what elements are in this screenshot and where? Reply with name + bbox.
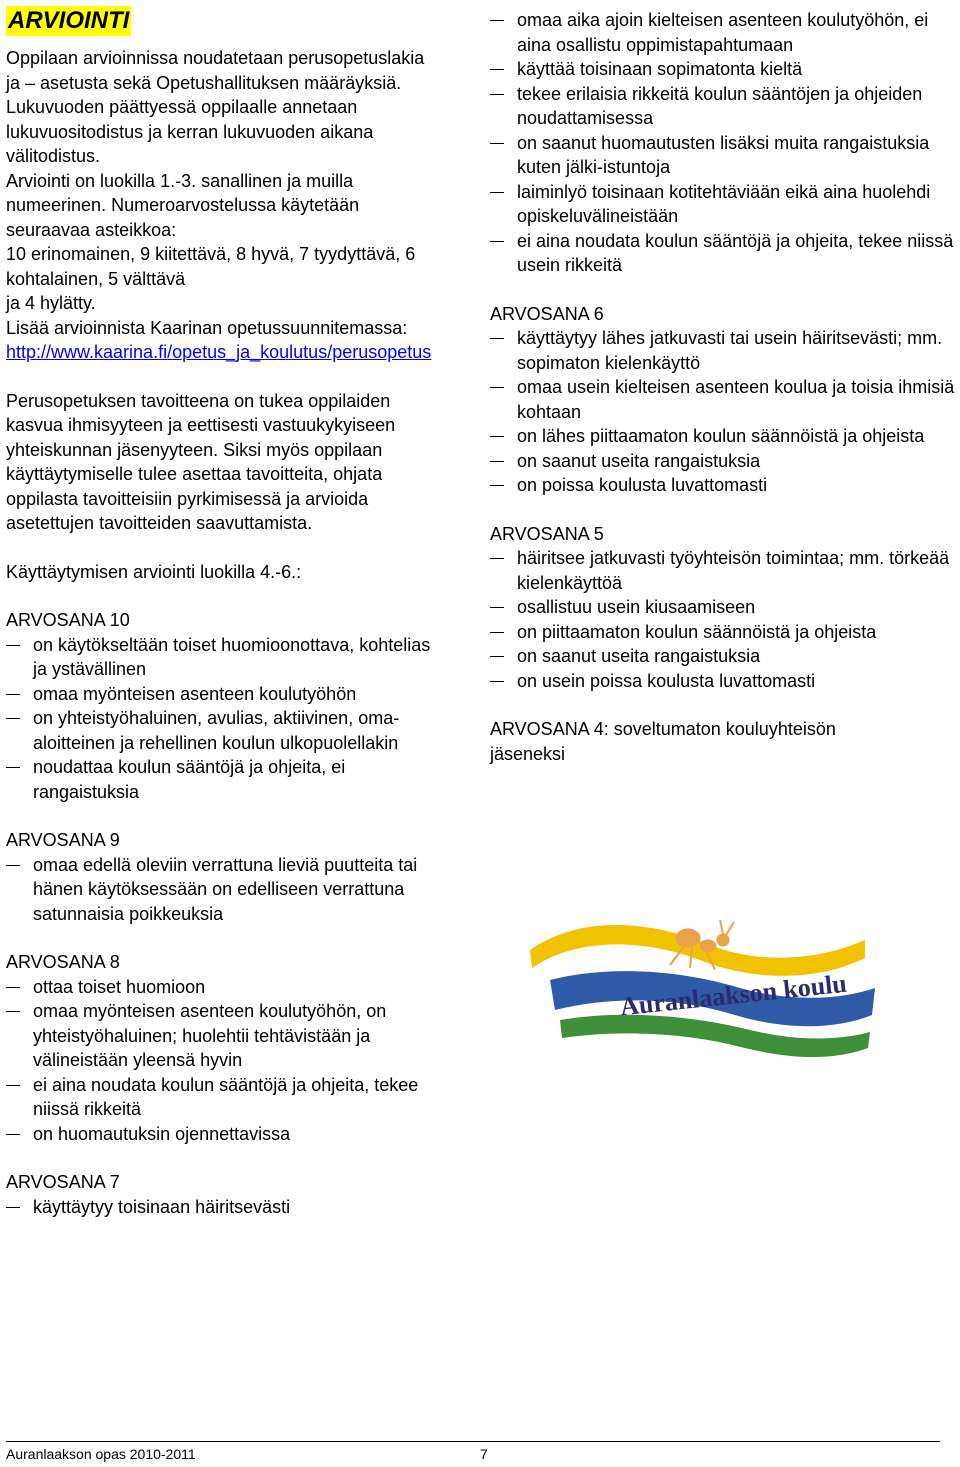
dash-bullet: [490, 607, 504, 608]
list-item: on käytökseltään toiset huomioonottava, kohtelias ja ystävällinen: [6, 633, 436, 682]
dash-bullet: [6, 865, 20, 866]
dash-bullet: [6, 1134, 20, 1135]
grade-heading: ARVOSANA 8: [6, 952, 120, 972]
list-item: omaa aika ajoin kielteisen asenteen koulutyöhön, ei aina osallistu oppimistapahtumaan: [490, 8, 960, 57]
list-item: on lähes piittaamaton koulun säännöistä ja ohjeista: [490, 424, 960, 449]
dash-bullet: [6, 1207, 20, 1208]
footer-divider: [6, 1441, 940, 1442]
dash-bullet: [490, 241, 504, 242]
behaviour-heading: Käyttäytymisen arviointi luokilla 4.-6.:: [6, 561, 302, 582]
dash-bullet: [490, 681, 504, 682]
list-item: ottaa toiset huomioon: [6, 975, 436, 1000]
grade-heading: ARVOSANA 6: [490, 303, 604, 324]
grade-heading-4: ARVOSANA 4: soveltumaton kouluyhteisön jäseneksi: [490, 719, 836, 764]
list-item: laiminlyö toisinaan kotitehtäviään eikä aina huolehdi opiskeluvälineistään: [490, 180, 960, 229]
dash-bullet: [6, 767, 20, 768]
list-item: ei aina noudata koulun sääntöjä ja ohjeita, tekee niissä rikkeitä: [6, 1073, 436, 1122]
dash-bullet: [490, 143, 504, 144]
list-item: noudattaa koulun sääntöjä ja ohjeita, ei rangaistuksia: [6, 755, 436, 804]
grade-section-6: [490, 302, 960, 498]
dash-bullet: [490, 387, 504, 388]
grade-section-7: [6, 1170, 436, 1219]
dash-bullet: [6, 987, 20, 988]
page-number: 7: [480, 1446, 488, 1462]
list-item: käyttää toisinaan sopimatonta kieltä: [490, 57, 960, 82]
list-item: tekee erilaisia rikkeitä koulun sääntöjen ja ohjeiden noudattamisessa: [490, 82, 960, 131]
grade-section-5: [490, 522, 960, 694]
grade-list-7-continued: [490, 8, 960, 278]
list-item: osallistuu usein kiusaamiseen: [490, 595, 960, 620]
logo-graphic: [520, 910, 880, 1080]
dash-bullet: [490, 656, 504, 657]
dash-bullet: [6, 1085, 20, 1086]
dash-bullet: [490, 436, 504, 437]
grade-heading: ARVOSANA 7: [6, 1172, 120, 1192]
grade-heading: ARVOSANA 5: [490, 523, 604, 544]
grade-heading: ARVOSANA 10: [6, 610, 130, 630]
intro-paragraph-more: Lisää arvioinnista Kaarinan opetussuunnitemassa:: [6, 317, 408, 338]
list-item: omaa usein kielteisen asenteen koulua ja toisia ihmisiä kohtaan: [490, 375, 960, 424]
list-item: on saanut useita rangaistuksia: [490, 449, 960, 474]
list-item: ei aina noudata koulun sääntöjä ja ohjeita, tekee niissä usein rikkeitä: [490, 229, 960, 278]
grade-list: [490, 326, 960, 498]
grade-list: [6, 1195, 436, 1220]
list-item: on saanut useita rangaistuksia: [490, 644, 960, 669]
grade-list: [6, 853, 436, 927]
grade-section-10: [6, 608, 436, 804]
list-item: omaa myönteisen asenteen koulutyöhön, on yhteistyöhaluinen; huolehtii tehtävistään ja välineistään yleensä hyvin: [6, 999, 436, 1073]
grade-list: [490, 546, 960, 693]
list-item: käyttäytyy toisinaan häiritsevästi: [6, 1195, 436, 1220]
dash-bullet: [6, 1011, 20, 1012]
list-item: on usein poissa koulusta luvattomasti: [490, 669, 960, 694]
school-logo: [520, 910, 880, 1080]
list-item: on huomautuksin ojennettavissa: [6, 1122, 436, 1147]
list-item: on saanut huomautusten lisäksi muita rangaistuksia kuten jälki-istuntoja: [490, 131, 960, 180]
intro-paragraph-1: Oppilaan arvioinnissa noudatetaan perusopetuslakia ja – asetusta sekä Opetushallituksen määräyksiä. Lukuvuoden päättyessä oppilaalle annetaan lukuvuositodistus ja kerran lukuvuoden aikana välitodistus.: [6, 48, 425, 166]
grade-list: [6, 975, 436, 1147]
dash-bullet: [490, 485, 504, 486]
dash-bullet: [490, 20, 504, 21]
goals-paragraph: Perusopetuksen tavoitteena on tukea oppilaiden kasvua ihmisyyteen ja eettisesti vastuukykyiseen yhteiskunnan jäsenyyteen. Siksi myös oppilaan käyttäytymiselle tulee asettaa tavoitteita, ohjata oppilasta tavoitteisiin pyrkimisessä ja arvioida asetettujen tavoitteiden saavuttamista.: [6, 390, 396, 533]
grade-heading: ARVOSANA 9: [6, 830, 120, 850]
intro-paragraph-2: Arviointi on luokilla 1.-3. sanallinen ja muilla numeerinen. Numeroarvostelussa käytetään seuraavaa asteikkoa:: [6, 170, 360, 240]
dash-bullet: [490, 338, 504, 339]
list-item: omaa edellä oleviin verrattuna lieviä puutteita tai hänen käytöksessään on edelliseen verrattuna satunnaisia poikkeuksia: [6, 853, 436, 927]
dash-bullet: [490, 69, 504, 70]
list-item: on yhteistyöhaluinen, avulias, aktiivinen, oma-aloitteinen ja rehellinen koulun ulkopuolellakin: [6, 706, 436, 755]
dash-bullet: [6, 694, 20, 695]
grade-section-8: [6, 950, 436, 1146]
curriculum-link[interactable]: http://www.kaarina.fi/opetus_ja_koulutus/perusopetus: [6, 342, 432, 362]
list-item: häiritsee jatkuvasti työyhteisön toimintaa; mm. törkeää kielenkäyttöä: [490, 546, 960, 595]
dash-bullet: [6, 718, 20, 719]
list-item: on piittaamaton koulun säännöistä ja ohjeista: [490, 620, 960, 645]
grading-scale-end: ja 4 hylätty.: [6, 293, 96, 313]
page-title: ARVIOINTI: [8, 7, 130, 34]
grading-scale: 10 erinomainen, 9 kiitettävä, 8 hyvä, 7 tyydyttävä, 6 kohtalainen, 5 välttävä: [6, 244, 416, 289]
logo-text: Auranlaakson koulu: [618, 968, 849, 1022]
dash-bullet: [490, 558, 504, 559]
dash-bullet: [6, 645, 20, 646]
list-item: on poissa koulusta luvattomasti: [490, 473, 960, 498]
left-column: [6, 6, 436, 1219]
list-item: omaa myönteisen asenteen koulutyöhön: [6, 682, 436, 707]
dash-bullet: [490, 632, 504, 633]
footer-text: Auranlaakson opas 2010-2011: [6, 1446, 196, 1462]
grade-section-9: [6, 828, 436, 926]
dash-bullet: [490, 192, 504, 193]
grade-list: [6, 633, 436, 805]
dash-bullet: [490, 94, 504, 95]
dash-bullet: [490, 461, 504, 462]
right-column: [490, 8, 960, 766]
list-item: käyttäytyy lähes jatkuvasti tai usein häiritsevästi; mm. sopimaton kielenkäyttö: [490, 326, 960, 375]
